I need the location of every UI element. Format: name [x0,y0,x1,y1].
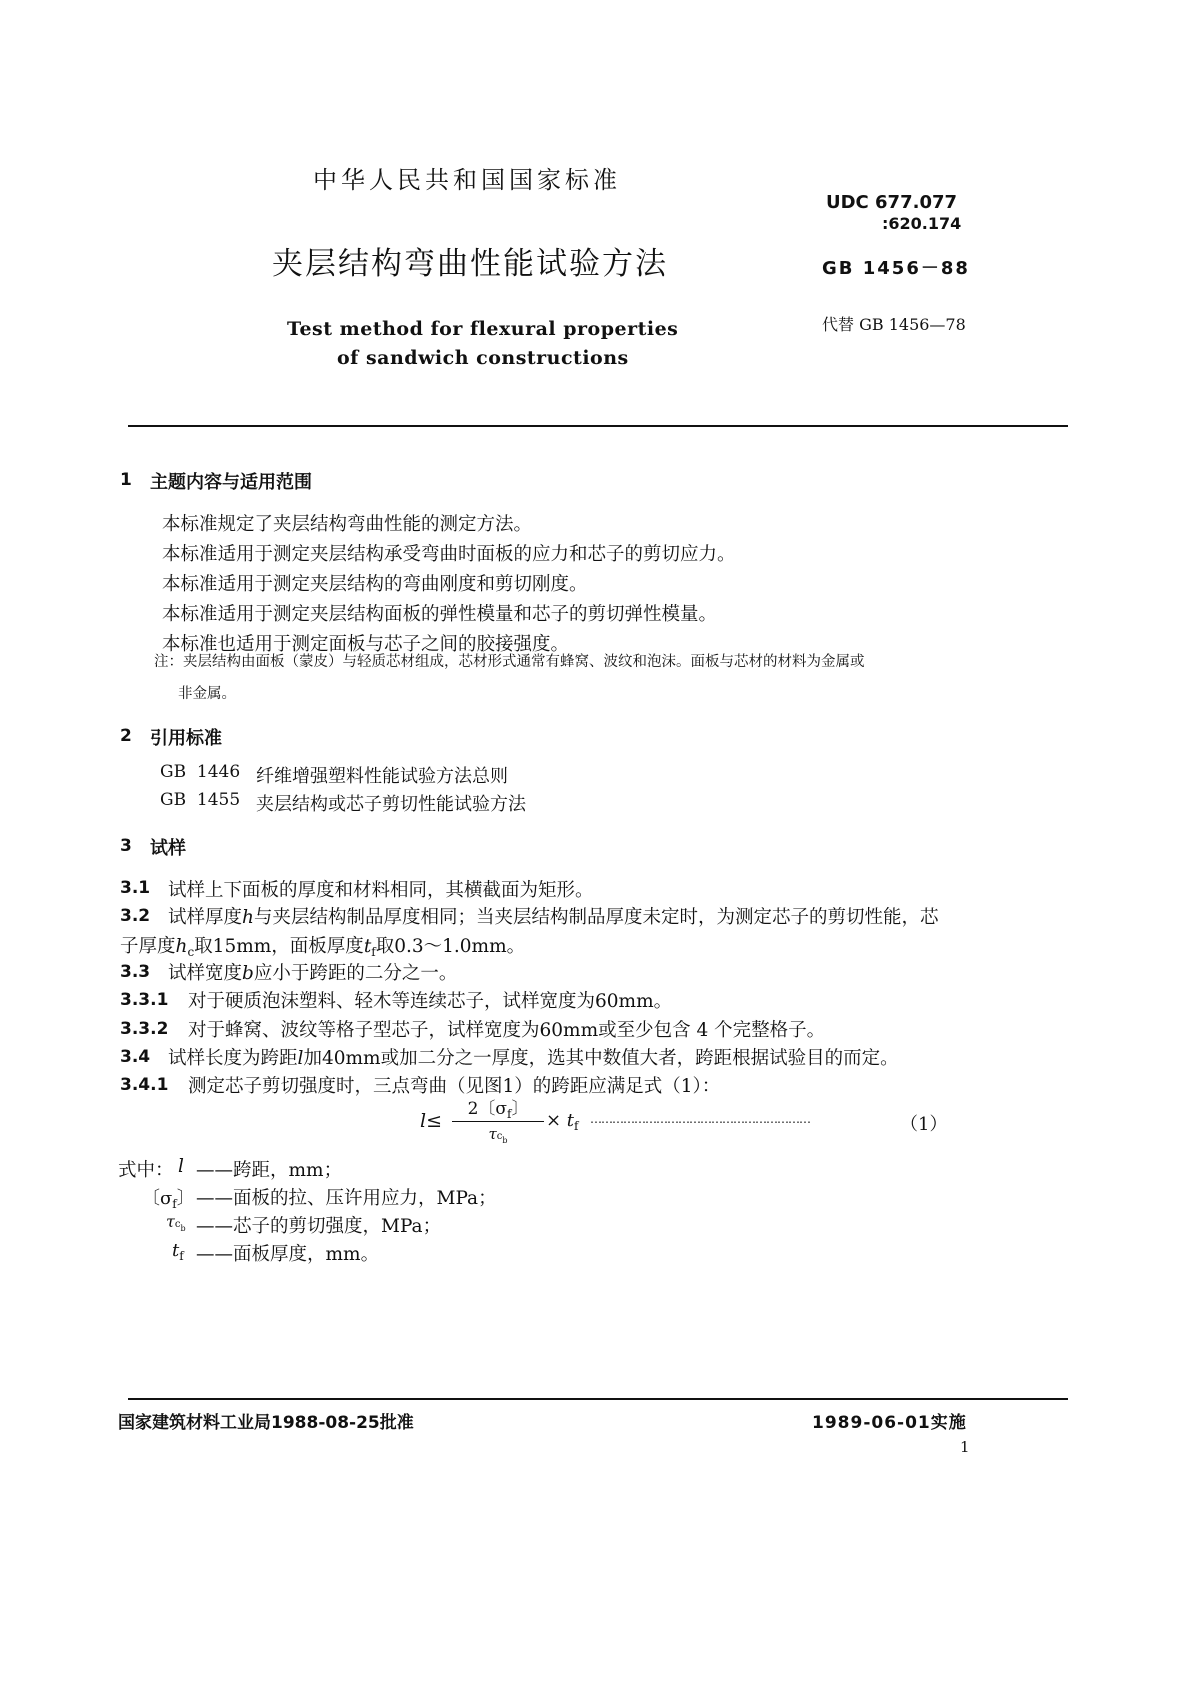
clause-3-2-text-e: 取0.3～1.0mm。 [375,936,526,957]
section-2-title: 引用标准 [150,728,222,749]
page-number: 1 [960,1438,970,1456]
clause-3-2-line2 [120,932,525,959]
gb-code: GB 1456－88 [822,258,970,279]
formula-number: （1） [900,1114,948,1135]
face-thickness-symbol: t [363,936,372,957]
where-4-symbol-subscript: f [179,1249,184,1263]
section-3-title: 试样 [150,838,186,859]
replaces-standard: 代替 GB 1456—78 [822,315,966,334]
udc-code-2: :620.174 [882,214,962,233]
core-thickness-subscript: c [187,945,195,959]
section-1-para-4: 本标准适用于测定夹层结构面板的弹性模量和芯子的剪切弹性模量。 [162,604,718,625]
thickness-h-symbol: h [242,907,254,928]
where-2-symbol [142,1184,195,1211]
formula-rhs-text: × t [546,1110,575,1131]
clause-3-3-text-b: 应小于跨距的二分之一。 [253,963,458,984]
section-1-number: 1 [120,470,132,490]
formula-denominator-tau: τ [488,1125,497,1143]
formula-numerator-bracket: 〕 [511,1099,529,1119]
clause-3-2-text-d: 取15mm，面板厚度 [194,936,364,957]
where-1-desc: ——跨距，mm； [196,1160,343,1181]
formula-leader-dots: …………………………………………………… [590,1112,810,1126]
where-3-desc: ——芯子的剪切强度，MPa； [196,1216,442,1237]
where-1-symbol: l [178,1156,184,1177]
approval-date: 国家建筑材料工业局1988-08-25批准 [118,1413,414,1433]
formula-denominator-subsubscript: b [502,1136,508,1145]
clause-3-4-number: 3.4 [120,1047,151,1067]
formula-rhs-subscript: f [574,1119,579,1133]
document-title-en-line2: of sandwich constructions [337,347,629,369]
where-2-symbol-bracket: 〕 [176,1188,195,1209]
clause-3-3-2-text: 对于蜂窝、波纹等格子型芯子，试样宽度为60mm或至少包含 4 个完整格子。 [188,1020,826,1041]
where-3-symbol-tau: τ [166,1212,175,1231]
reference-1-code: GB 1446 [160,762,241,782]
formula-numerator-subscript: f [506,1107,512,1121]
span-l-symbol: l [297,1048,304,1069]
footer-divider [128,1398,1068,1400]
section-3-number: 3 [120,836,132,856]
clause-3-3-2-number: 3.3.2 [120,1019,169,1039]
clause-3-3-1-text: 对于硬质泡沫塑料、轻木等连续芯子，试样宽度为60mm。 [188,991,673,1012]
effective-date: 1989-06-01实施 [812,1413,967,1433]
section-1-para-3: 本标准适用于测定夹层结构的弯曲刚度和剪切刚度。 [162,574,588,595]
where-3-symbol [166,1212,186,1233]
clause-3-2-text-b: 与夹层结构制品厚度相同；当夹层结构制品厚度未定时，为测定芯子的剪切性能，芯 [253,907,939,928]
clause-3-2-text-c: 子厚度 [120,936,176,957]
clause-3-3-text-a: 试样宽度 [168,963,243,984]
national-standard-title: 中华人民共和国国家标准 [313,166,621,194]
where-3-symbol-subscript: c [174,1219,181,1230]
width-b-symbol: b [242,963,254,984]
clause-3-2-text-a: 试样厚度 [168,907,243,928]
clause-3-1-text: 试样上下面板的厚度和材料相同，其横截面为矩形。 [168,880,594,901]
where-2-symbol-subscript: f [172,1197,177,1211]
clause-3-2-line1 [168,903,938,929]
core-thickness-symbol: h [175,936,188,957]
clause-3-4-text-b: 加40mm或加二分之一厚度，选其中数值大者，跨距根据试验目的而定。 [303,1048,899,1069]
section-1-para-2: 本标准适用于测定夹层结构承受弯曲时面板的应力和芯子的剪切应力。 [162,544,736,565]
where-3-symbol-subsubscript: b [180,1224,186,1233]
clause-3-2-number: 3.2 [120,906,151,926]
formula-numerator [452,1094,544,1121]
where-2-desc: ——面板的拉、压许用应力，MPa； [196,1188,497,1209]
udc-code: UDC 677.077 [826,192,958,213]
formula-denominator [452,1125,544,1145]
reference-1-title: 纤维增强塑料性能试验方法总则 [256,766,508,787]
reference-2-code: GB 1455 [160,790,241,810]
fraction-bar [452,1121,544,1122]
clause-3-3-text [168,959,457,985]
where-2-symbol-text: 〔σ [142,1188,173,1209]
clause-3-4-text-a: 试样长度为跨距 [168,1048,298,1069]
formula-denominator-subscript: c [496,1131,503,1142]
formula-lhs: l≤ [420,1110,442,1132]
where-4-symbol-text: t [172,1240,180,1261]
section-2-number: 2 [120,726,132,746]
section-1-para-1: 本标准规定了夹层结构弯曲性能的测定方法。 [162,514,533,535]
clause-3-1-number: 3.1 [120,878,151,898]
section-1-note-line1: 注：夹层结构由面板（蒙皮）与轻质芯材组成，芯材形式通常有蜂窝、波纹和泡沫。面板与芯材的材料为金属或 [154,654,865,670]
clause-3-4-1-number: 3.4.1 [120,1075,169,1095]
clause-3-4-1-text: 测定芯子剪切强度时，三点弯曲（见图1）的跨距应满足式（1）： [188,1076,721,1097]
document-title-cn: 夹层结构弯曲性能试验方法 [272,246,668,282]
where-4-desc: ——面板厚度，mm。 [196,1244,380,1265]
reference-2-title: 夹层结构或芯子剪切性能试验方法 [256,794,526,815]
document-title-en-line1: Test method for flexural properties [287,318,679,340]
section-1-note-line2: 非金属。 [178,686,236,702]
formula-numerator-text: 2〔σ [467,1099,507,1119]
clause-3-4-text [168,1044,899,1070]
where-label: 式中： [118,1160,174,1181]
clause-3-3-1-number: 3.3.1 [120,990,169,1010]
face-thickness-subscript: f [371,945,376,959]
section-1-title: 主题内容与适用范围 [150,472,312,493]
section-1-para-5: 本标准也适用于测定面板与芯子之间的胶接强度。 [162,634,570,655]
header-divider [128,425,1068,427]
where-4-symbol [172,1240,184,1263]
clause-3-3-number: 3.3 [120,962,151,982]
formula-rhs [546,1110,579,1133]
